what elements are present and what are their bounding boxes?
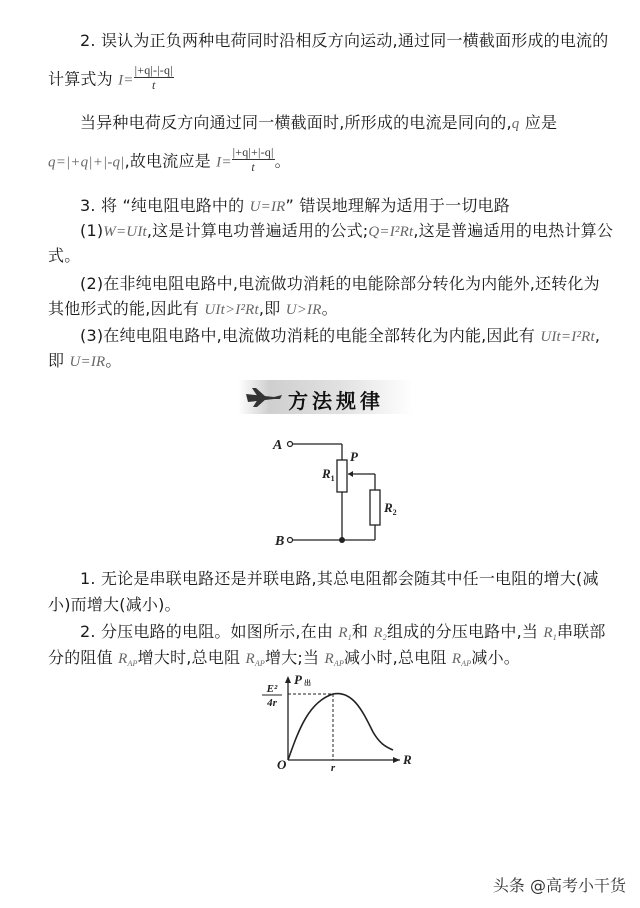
text: (1) — [80, 221, 104, 240]
math-rap: $R_{AP}$ — [451, 651, 472, 668]
text: 3. 将 “纯电阻电路中的 — [80, 196, 250, 215]
paragraph-rule-1-line1: 1. 无论是串联电路还是并联电路,其总电阻都会随其中任一电阻的增大(减 — [80, 569, 599, 588]
junction-node — [339, 537, 345, 543]
math-equality: UIt=I²Rt — [540, 329, 595, 345]
text: 组成的分压电路中,当 — [386, 622, 544, 641]
text: 。 — [274, 151, 291, 171]
watermark: 头条 @高考小干货 — [492, 876, 626, 895]
text: 当异种电荷反方向通过同一横截面时,所形成的电流是同向的, — [80, 113, 512, 132]
text: ,这是计算电功普遍适用的公式; — [146, 221, 369, 240]
paragraph-misconception-2-line2 — [48, 63, 174, 94]
r1-label: $R_1$ — [322, 466, 335, 483]
text: 应是 — [519, 113, 558, 132]
formula-lhs: I= — [216, 154, 232, 171]
math-ohm: U=IR — [69, 354, 106, 370]
y-tick-numerator: E² — [266, 683, 278, 695]
text: 分的阻值 — [48, 648, 119, 667]
text: ,这是普遍适用的电热计算公 — [413, 221, 614, 240]
y-axis-arrow-icon — [285, 676, 291, 683]
r2-label: $R_2$ — [384, 500, 397, 517]
text: 。 — [321, 299, 338, 318]
origin-label: O — [277, 757, 287, 772]
x-axis-label: R — [403, 752, 412, 767]
terminal-b-label: B — [275, 534, 285, 549]
math-r2: $R_2$ — [373, 625, 387, 642]
math-rap: $R_{AP}$ — [324, 651, 345, 668]
voltage-divider-circuit — [270, 432, 400, 550]
paragraph-rule-2-line1 — [80, 621, 606, 649]
math-work: W=UIt — [103, 224, 147, 240]
fraction-numerator: |+q|-|-q| — [134, 63, 173, 77]
paragraph-explanation-line1 — [80, 112, 557, 135]
y-axis-label: P出 — [294, 672, 311, 687]
paragraph-misconception-2-line1: 2. 误认为正负两种电荷同时沿相反方向运动,通过同一横截面形成的电流的 — [80, 31, 609, 50]
math-q-sum: q=|+q|+|-q| — [48, 154, 125, 171]
math-ohm: U=IR — [249, 199, 286, 215]
terminal-a-label: A — [273, 438, 283, 453]
text: (3)在纯电阻电路中,电流做功消耗的电能全部转化为内能,因此有 — [80, 326, 541, 345]
formula-lhs: I= — [118, 72, 134, 89]
slider-p-label: P — [350, 449, 358, 464]
text: 计算式为 — [48, 69, 119, 89]
x-tick-r: r — [330, 762, 336, 772]
paragraph-rule-2-line2 — [48, 647, 520, 675]
terminal-a — [288, 442, 293, 447]
paragraph-point-1-line1 — [80, 220, 613, 243]
text: 其他形式的能,因此有 — [48, 299, 205, 318]
math-r1: $R_1$ — [338, 625, 352, 642]
fraction-denominator: t — [251, 160, 255, 174]
slider-arrow-icon — [348, 471, 353, 477]
airplane-icon — [244, 386, 284, 408]
math-r1: $R_1$ — [543, 625, 557, 642]
paragraph-point-1-line2: 式。 — [48, 246, 81, 265]
math-inequality: UIt>I²Rt — [204, 302, 259, 318]
text: 即 — [48, 351, 70, 370]
text: ,即 — [258, 299, 286, 318]
text: 。 — [105, 351, 122, 370]
paragraph-point-2-line2 — [48, 298, 338, 321]
fraction-numerator: |+q|+|-q| — [232, 145, 274, 159]
section-banner — [238, 380, 413, 414]
fraction-formula-1 — [134, 64, 174, 92]
resistor-r1 — [337, 460, 347, 492]
math-heat: Q=I²Rt — [368, 224, 414, 240]
text: 减小时,总电阻 — [344, 648, 452, 667]
terminal-b — [288, 538, 293, 543]
paragraph-point-2-line1: (2)在非纯电阻电路中,电流做功消耗的电能除部分转化为内能外,还转化为 — [80, 274, 600, 293]
math-q: q — [511, 116, 520, 132]
paragraph-point-3-line2 — [48, 350, 122, 373]
power-curve — [288, 694, 393, 760]
text: 2. 分压电路的电阻。如图所示,在由 — [80, 622, 339, 641]
fraction-formula-2 — [232, 146, 275, 174]
math-rap: $R_{AP}$ — [118, 651, 138, 668]
x-axis-arrow-icon — [393, 757, 400, 763]
paragraph-point-3-line1 — [80, 325, 600, 348]
banner-title: 方法规律 — [288, 389, 384, 413]
resistor-r2 — [370, 490, 380, 525]
text: 减小。 — [471, 648, 520, 667]
text: 和 — [351, 622, 374, 641]
paragraph-explanation-line2 — [48, 145, 291, 176]
text: , — [594, 326, 601, 345]
y-tick-denominator: 4r — [267, 697, 277, 709]
fraction-denominator: t — [151, 78, 156, 92]
paragraph-rule-1-line2: 小)而增大(减小)。 — [48, 595, 181, 614]
math-inequality-2: U>IR — [285, 302, 322, 318]
text: 增大;当 — [265, 648, 325, 667]
power-output-graph — [258, 672, 418, 772]
math-rap: $R_{AP}$ — [245, 651, 265, 668]
text: ” 错误地理解为适用于一切电路 — [285, 196, 510, 215]
text: 串联部 — [556, 622, 606, 641]
paragraph-misconception-3 — [80, 195, 510, 218]
text: 增大时,总电阻 — [137, 648, 246, 667]
text: ,故电流应是 — [124, 151, 217, 171]
